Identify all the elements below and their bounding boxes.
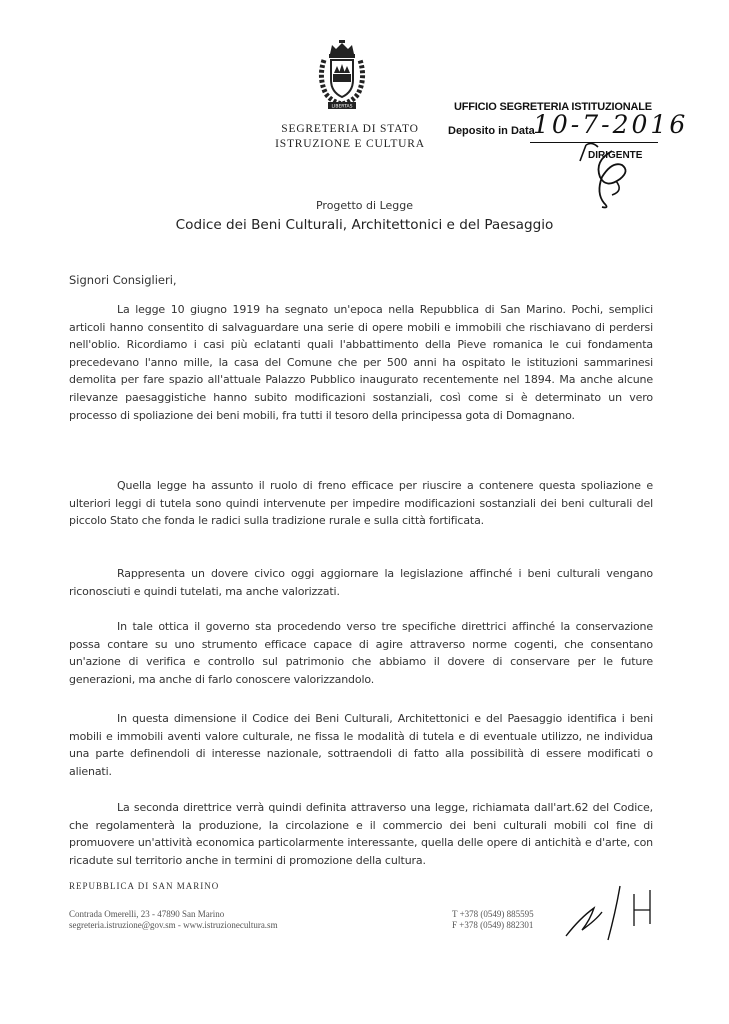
footer-address: Contrada Omerelli, 23 - 47890 San Marino bbox=[69, 909, 225, 919]
footer-phone: T +378 (0549) 885595 bbox=[452, 909, 534, 919]
coat-of-arms-icon bbox=[316, 40, 368, 112]
salutation: Signori Consiglieri, bbox=[69, 273, 177, 287]
footer-fax: F +378 (0549) 882301 bbox=[452, 920, 534, 930]
paragraph-3: Rappresenta un dovere civico oggi aggiornare la legislazione affinché i beni culturali vengano riconosciuti e quindi tutelati, ma anche valorizzati. bbox=[69, 567, 653, 598]
stamp-deposit-label: Deposito in Data bbox=[448, 125, 535, 137]
office-line-2: ISTRUZIONE E CULTURA bbox=[275, 138, 425, 150]
paragraph-1: La legge 10 giugno 1919 ha segnato un'epoca nella Repubblica di San Marino. Pochi, semplici articoli hanno consentito di salvaguardare una serie di opere mobili e immobili che rischiavano di perdersi nell'oblio. Ricordiamo i casi più eclatanti quali l'abbattimento della Pieve romanica le cui fondamenta precedevano l'anno mille, la casa del Comune che per 500 anni ha ospitato le istituzioni sammarinesi demolita per fare spazio all'attuale Palazzo Pubblico inaugurato recentemente nel 1894. Ma anche alcune rilevanze paesaggistiche hanno subito modificazioni sostanziali, così come si è determinato un vero processo di spoliazione dei beni mobili, fra tutti il tesoro della principessa gota di Domagnano. bbox=[69, 303, 653, 422]
paragraph-2: Quella legge ha assunto il ruolo di freno efficace per riuscire a contenere questa spoliazione e ulteriori leggi di tutela sono quindi intervenute per impedire modificazioni sostanziali dei beni culturali del piccolo Stato che fonda le radici sulla tradizione rurale e sulla città fortificata. bbox=[69, 479, 653, 528]
emblem-motto: LIBERTAS bbox=[331, 104, 353, 110]
footer-phone-block bbox=[452, 909, 534, 931]
stamp-deposit-date: 10-7-2016 bbox=[533, 110, 689, 139]
paragraph-5: In questa dimensione il Codice dei Beni Culturali, Architettonici e del Paesaggio identifica i beni mobili e immobili aventi valore culturale, ne fissa le modalità di tutela e di eventuale utilizzo, ne individua una parte definendoli di interesse nazionale, sottraendoli di fatto alla possibilità di essere modificati o alienati. bbox=[69, 712, 653, 778]
document-kicker: Progetto di Legge bbox=[315, 199, 414, 212]
republic-label: REPUBBLICA DI SAN MARINO bbox=[69, 881, 220, 891]
paragraph-6: La seconda direttrice verrà quindi definita attraverso una legge, richiamata dall'art.62 del Codice, che regolamenterà la produzione, la circolazione e il commercio dei beni culturali mobili col fine di promuovere un'attività economica particolarmente interessante, quella delle opere di antichità e d'arte, con ricadute sul territorio anche in termini di promozione della cultura. bbox=[69, 801, 653, 867]
footer-address-block bbox=[69, 909, 278, 931]
stamp-office: UFFICIO SEGRETERIA ISTITUZIONALE bbox=[454, 101, 652, 113]
document-title: Codice dei Beni Culturali, Architettonici e del Paesaggio bbox=[175, 217, 554, 233]
office-line-1: SEGRETERIA DI STATO bbox=[281, 123, 419, 135]
paragraph-4: In tale ottica il governo sta procedendo verso tre specifiche direttrici affinché la conservazione possa contare su uno strumento efficace capace di agire attraverso norme cogenti, che consentano un'azione di verifica e controllo sul patrimonio che abbiamo il dovere di conservare per le future generazioni, ma anche di farlo conoscere valorizzandolo. bbox=[69, 620, 653, 686]
footer-contacts: segreteria.istruzione@gov.sm - www.istruzionecultura.sm bbox=[69, 920, 278, 930]
stamp-role: DIRIGENTE bbox=[588, 150, 643, 161]
initials-signature-icon bbox=[560, 880, 680, 946]
office-header bbox=[255, 122, 445, 152]
